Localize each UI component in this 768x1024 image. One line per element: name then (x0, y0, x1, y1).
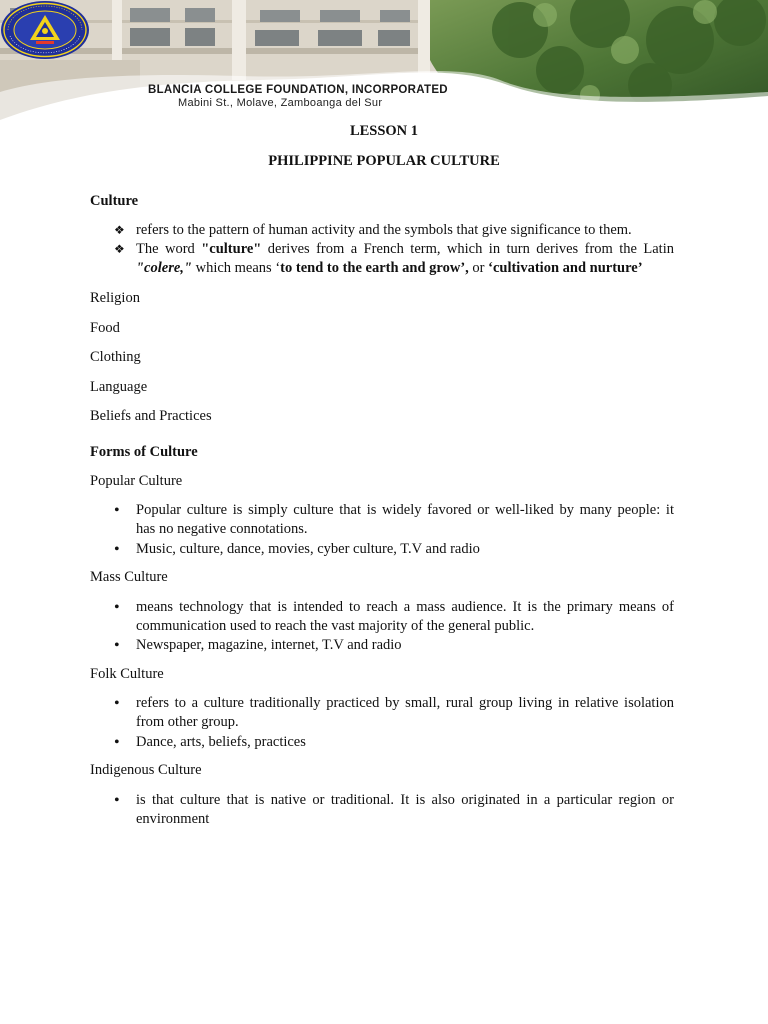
culture-element-religion: Religion (90, 290, 140, 306)
form-label-popular: Popular Culture (90, 473, 183, 489)
form-label-mass: Mass Culture (90, 569, 168, 585)
round-bullet-icon: • (114, 734, 120, 751)
round-bullet-icon: • (114, 541, 120, 558)
diamond-bullet-icon: ❖ (114, 223, 125, 237)
form-label-folk: Folk Culture (90, 666, 164, 682)
college-seal-logo (0, 0, 90, 60)
section-heading-forms: Forms of Culture (90, 444, 198, 460)
lesson-subtitle: PHILIPPINE POPULAR CULTURE (268, 153, 500, 169)
lesson-title: LESSON 1 (349, 123, 419, 139)
round-bullet-icon: • (114, 637, 120, 654)
culture-bullet-2-text: The word "culture" derives from a French term, which in turn derives from the Latin "colere," which means ‘to tend to the earth and grow’, or ‘cultivation and nurture’ (136, 241, 674, 276)
header-banner (0, 0, 768, 125)
diamond-bullet-icon: ❖ (114, 242, 125, 256)
culture-element-language: Language (90, 379, 148, 395)
culture-element-beliefs: Beliefs and Practices (90, 408, 212, 424)
campus-photo-banner (0, 0, 768, 125)
form-label-indigenous: Indigenous Culture (90, 762, 202, 778)
round-bullet-icon: • (114, 599, 120, 616)
org-address: Mabini St., Molave, Zamboanga del Sur (178, 97, 383, 109)
culture-element-clothing: Clothing (90, 349, 141, 365)
org-name: BLANCIA COLLEGE FOUNDATION, INCORPORATED (148, 84, 448, 96)
culture-element-food: Food (90, 320, 120, 336)
round-bullet-icon: • (114, 792, 120, 809)
round-bullet-icon: • (114, 695, 120, 712)
section-heading-culture: Culture (90, 193, 139, 209)
round-bullet-icon: • (114, 502, 120, 519)
culture-bullet-1-text: refers to the pattern of human activity and the symbols that give significance to them. (136, 222, 632, 238)
